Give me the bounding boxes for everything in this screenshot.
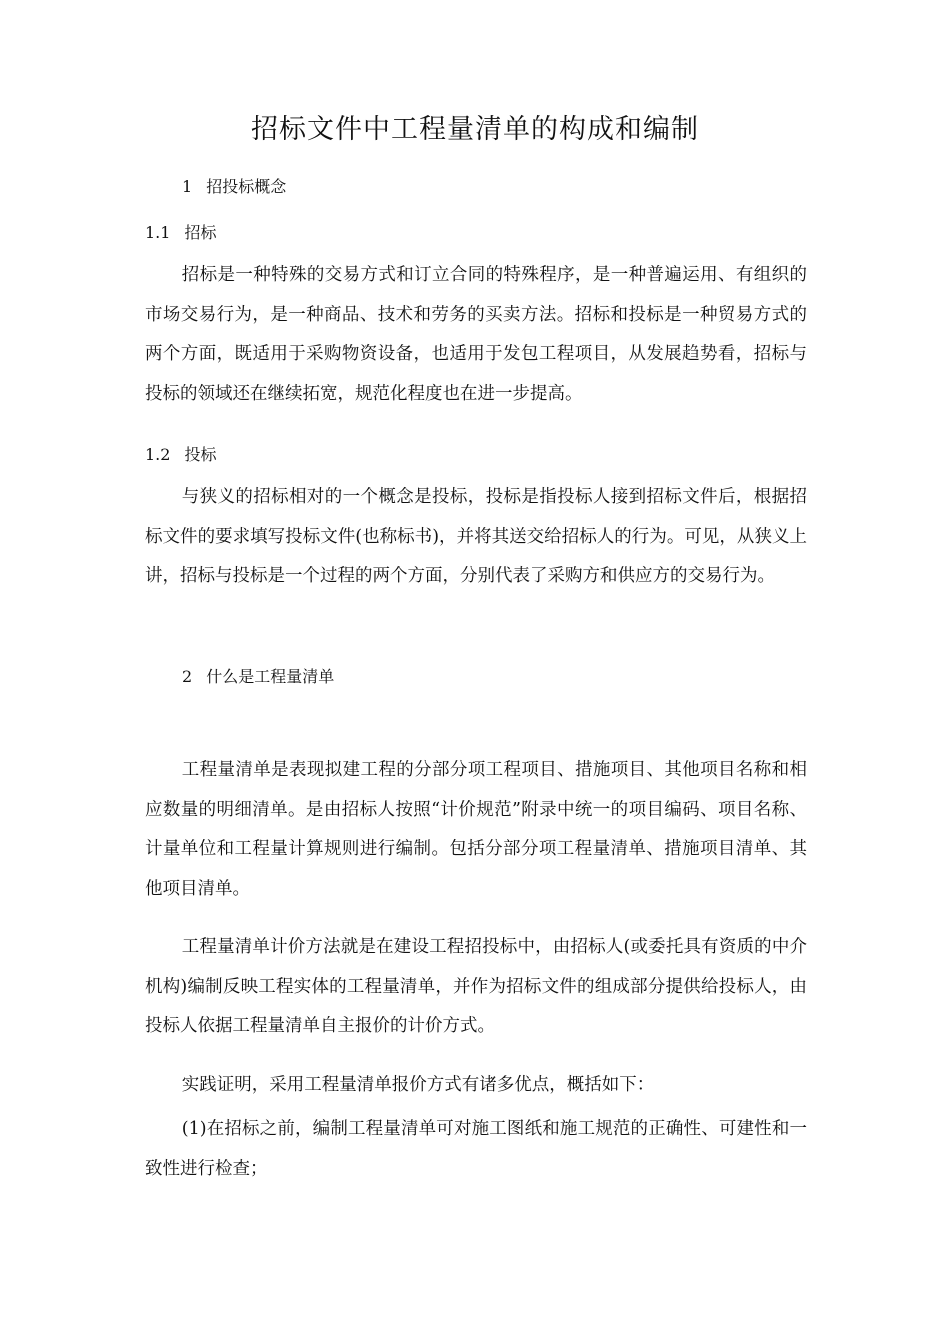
section-heading-1-2 (145, 441, 216, 469)
paragraph-bill-of-quantities: 工程量清单是表现拟建工程的分部分项工程项目、措施项目、其他项目名称和相应数量的明细清单。是由招标人按照“计价规范”附录中统一的项目编码、项目名称、计量单位和工程量计算规则进行编制。包括分部分项工程量清单、措施项目清单、其他项目清单。 (145, 760, 807, 899)
document-title: 招标文件中工程量清单的构成和编制 (251, 114, 699, 145)
section-title: 投标 (184, 445, 217, 464)
paragraph-advantages-intro: 实践证明，采用工程量清单报价方式有诸多优点，概括如下： (181, 1075, 655, 1095)
paragraph-bidding: 招标是一种特殊的交易方式和订立合同的特殊程序，是一种普遍运用、有组织的市场交易行为，是一种商品、技术和劳务的买卖方法。招标和投标是一种贸易方式的两个方面，既适用于采购物资设备，也适用于发包工程项目，从发展趋势看，招标与投标的领域还在继续拓宽，规范化程度也在进一步提高。 (145, 265, 807, 404)
paragraph-advantage-1: (1)在招标之前，编制工程量清单可对施工图纸和施工规范的正确性、可建性和一致性进行检查； (145, 1119, 807, 1179)
section-heading-1-1 (145, 219, 216, 247)
section-number: 1 (182, 177, 193, 196)
paragraph-pricing-method: 工程量清单计价方法就是在建设工程招投标中，由招标人(或委托具有资质的中介机构)编制反映工程实体的工程量清单，并作为招标文件的组成部分提供给投标人，由投标人依据工程量清单自主报价的计价方式。 (145, 937, 807, 1037)
section-number: 1.1 (145, 223, 171, 242)
section-title: 招标 (184, 223, 217, 242)
section-heading-2 (182, 663, 334, 691)
section-number: 1.2 (145, 445, 171, 464)
section-number: 2 (182, 667, 193, 686)
paragraph-tendering: 与狭义的招标相对的一个概念是投标，投标是指投标人接到招标文件后，根据招标文件的要求填写投标文件(也称标书)，并将其送交给招标人的行为。可见，从狭义上讲，招标与投标是一个过程的两个方面，分别代表了采购方和供应方的交易行为。 (145, 487, 807, 587)
section-title: 招投标概念 (206, 177, 287, 196)
section-title: 什么是工程量清单 (206, 667, 335, 686)
section-heading-1 (182, 173, 286, 201)
